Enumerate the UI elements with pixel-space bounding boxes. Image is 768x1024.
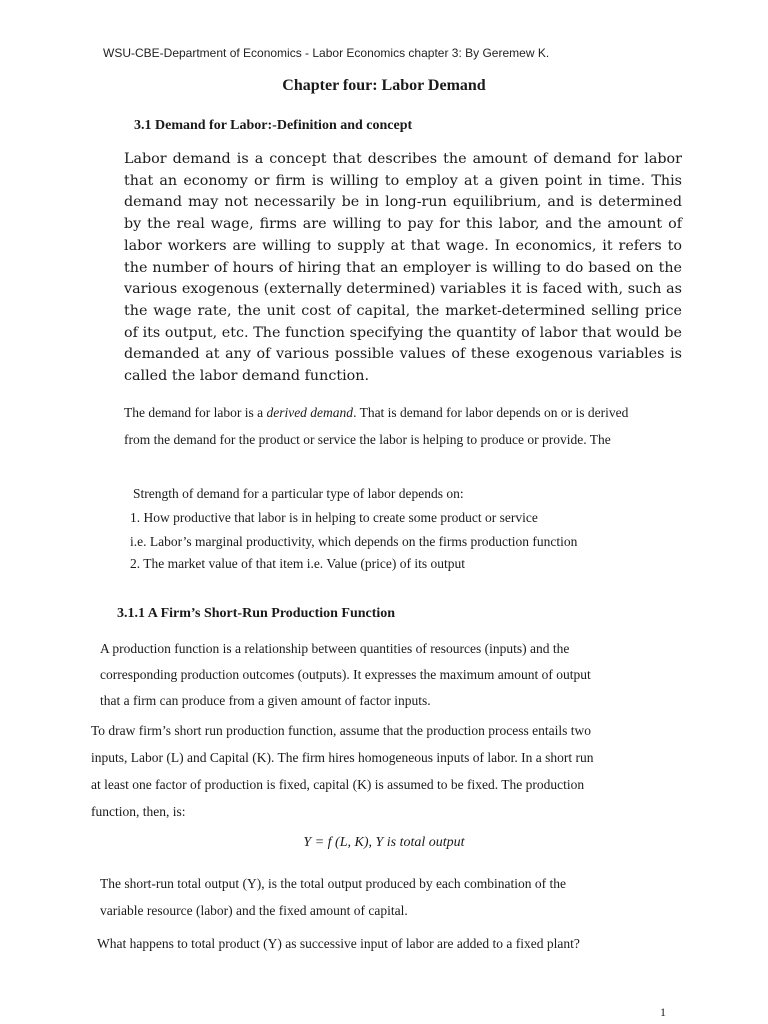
assumption-line: at least one factor of production is fixed, capital (K) is assumed to be fixed. The production: [91, 777, 585, 792]
assumption-line: inputs, Labor (L) and Capital (K). The firm hires homogeneous inputs of labor. In a short run: [91, 750, 594, 765]
document-header: WSU-CBE-Department of Economics - Labor Economics chapter 3: By Geremew K.: [103, 46, 550, 60]
strength-list-item: i.e. Labor’s marginal productivity, which depends on the firms production function: [130, 534, 578, 549]
section-heading-3-1-1: 3.1.1 A Firm’s Short-Run Production Function: [117, 606, 396, 621]
strength-list-item: 2. The market value of that item i.e. Value (price) of its output: [130, 556, 466, 571]
question-line: What happens to total product (Y) as successive input of labor are added to a fixed plant?: [97, 936, 580, 951]
intro-paragraph: Labor demand is a concept that describes the amount of demand for labor that an economy or firm is willing to employ at a given point in time. This demand may not necessarily be in long-run equilibrium, and is determined by the real wage, firms are willing to pay for this labor, and the amount of labor workers are willing to supply at that wage. In economics, it refers to the number of hours of hiring that an employer is willing to do based on the various exogenous (externally determined) variables it is faced with, such as the wage rate, the unit cost of capital, the market-determined selling price of its output, etc. The function specifying the quantity of labor that would be demanded at any of various possible values of these exogenous variables is called the labor demand function.: [124, 151, 682, 385]
derived-demand-emphasis: derived demand: [266, 405, 354, 420]
page-number: 1: [660, 1005, 666, 1019]
production-function-equation: Y = f (L, K), Y is total output: [303, 835, 465, 850]
assumption-line: function, then, is:: [91, 804, 186, 819]
output-line: The short-run total output (Y), is the total output produced by each combination of the: [100, 876, 567, 891]
derived-demand-text-after: . That is demand for labor depends on or is derived: [353, 405, 629, 420]
definition-line: corresponding production outcomes (outputs). It expresses the maximum amount of output: [100, 667, 591, 682]
output-line: variable resource (labor) and the fixed amount of capital.: [100, 903, 408, 918]
derived-demand-line-2: from the demand for the product or service the labor is helping to produce or provide. The: [124, 432, 611, 447]
chapter-title: Chapter four: Labor Demand: [282, 77, 486, 94]
derived-demand-line-1: [124, 405, 628, 421]
assumption-line: To draw firm’s short run production function, assume that the production process entails two: [91, 723, 591, 738]
definition-line: that a firm can produce from a given amount of factor inputs.: [100, 693, 431, 708]
section-heading-3-1: 3.1 Demand for Labor:-Definition and concept: [134, 118, 413, 133]
strength-list-item: 1. How productive that labor is in helping to create some product or service: [130, 510, 538, 525]
definition-line: A production function is a relationship between quantities of resources (inputs) and the: [100, 641, 570, 656]
derived-demand-text-before: The demand for labor is a: [124, 405, 267, 420]
strength-list-intro: Strength of demand for a particular type of labor depends on:: [133, 486, 464, 501]
